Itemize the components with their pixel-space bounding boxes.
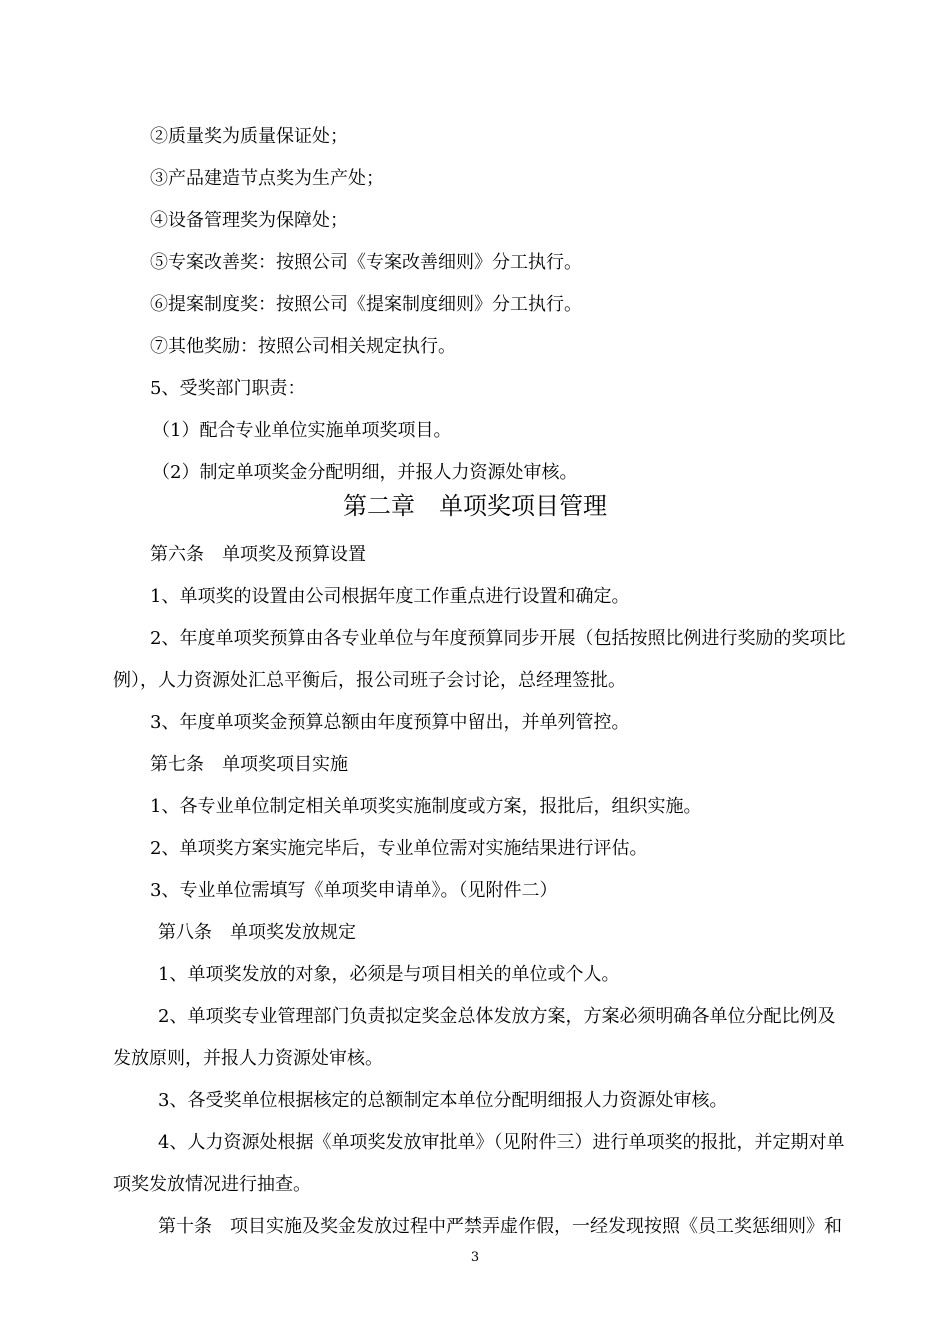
article-6-heading: 第六条 单项奖及预算设置 <box>150 544 366 565</box>
article-7-item-2: 2、单项奖方案实施完毕后，专业单位需对实施结果进行评估。 <box>150 838 648 859</box>
article-7-heading: 第七条 单项奖项目实施 <box>150 754 348 775</box>
article-6-item-2-line-2: 例），人力资源处汇总平衡后，报公司班子会讨论，总经理签批。 <box>113 670 626 691</box>
para-dept-duties-heading: 5、受奖部门职责： <box>150 378 306 399</box>
article-6-item-3: 3、年度单项奖金预算总额由年度预算中留出，并单列管控。 <box>150 712 630 733</box>
article-8-item-4-line-2: 项奖发放情况进行抽查。 <box>113 1174 311 1195</box>
para-other-awards: ⑦其他奖励：按照公司相关规定执行。 <box>150 336 456 357</box>
chapter-title: 第二章 单项奖项目管理 <box>343 492 607 520</box>
page-number: 3 <box>470 1250 480 1265</box>
article-6-item-1: 1、单项奖的设置由公司根据年度工作重点进行设置和确定。 <box>150 586 630 607</box>
article-6-item-2-line-1: 2、年度单项奖预算由各专业单位与年度预算同步开展（包括按照比例进行奖励的奖项比 <box>150 628 846 649</box>
article-7-item-1: 1、各专业单位制定相关单项奖实施制度或方案，报批后，组织实施。 <box>150 796 702 817</box>
para-proposal-award: ⑥提案制度奖：按照公司《提案制度细则》分工执行。 <box>150 294 582 315</box>
article-8-item-1: 1、单项奖发放的对象，必须是与项目相关的单位或个人。 <box>158 964 620 985</box>
article-8-item-4-line-1: 4、人力资源处根据《单项奖发放审批单》（见附件三）进行单项奖的报批，并定期对单 <box>158 1132 845 1153</box>
article-8-item-2-line-2: 发放原则，并报人力资源处审核。 <box>113 1048 383 1069</box>
para-duty-2: （2）制定单项奖金分配明细，并报人力资源处审核。 <box>152 462 578 483</box>
article-8-heading: 第八条 单项奖发放规定 <box>158 922 356 943</box>
article-8-item-3: 3、各受奖单位根据核定的总额制定本单位分配明细报人力资源处审核。 <box>158 1090 728 1111</box>
article-8-item-2-line-1: 2、单项奖专业管理部门负责拟定奖金总体发放方案，方案必须明确各单位分配比例及 <box>158 1006 836 1027</box>
para-quality-award: ②质量奖为质量保证处； <box>150 126 348 147</box>
para-duty-1: （1）配合专业单位实施单项奖项目。 <box>152 420 452 441</box>
para-equipment-award: ④设备管理奖为保障处； <box>150 210 348 231</box>
article-10-line-1: 第十条 项目实施及奖金发放过程中严禁弄虚作假，一经发现按照《员工奖惩细则》和 <box>158 1216 842 1237</box>
para-project-improvement-award: ⑤专案改善奖：按照公司《专案改善细则》分工执行。 <box>150 252 582 273</box>
para-milestone-award: ③产品建造节点奖为生产处； <box>150 168 384 189</box>
article-7-item-3: 3、专业单位需填写《单项奖申请单》。（见附件二） <box>150 880 558 901</box>
